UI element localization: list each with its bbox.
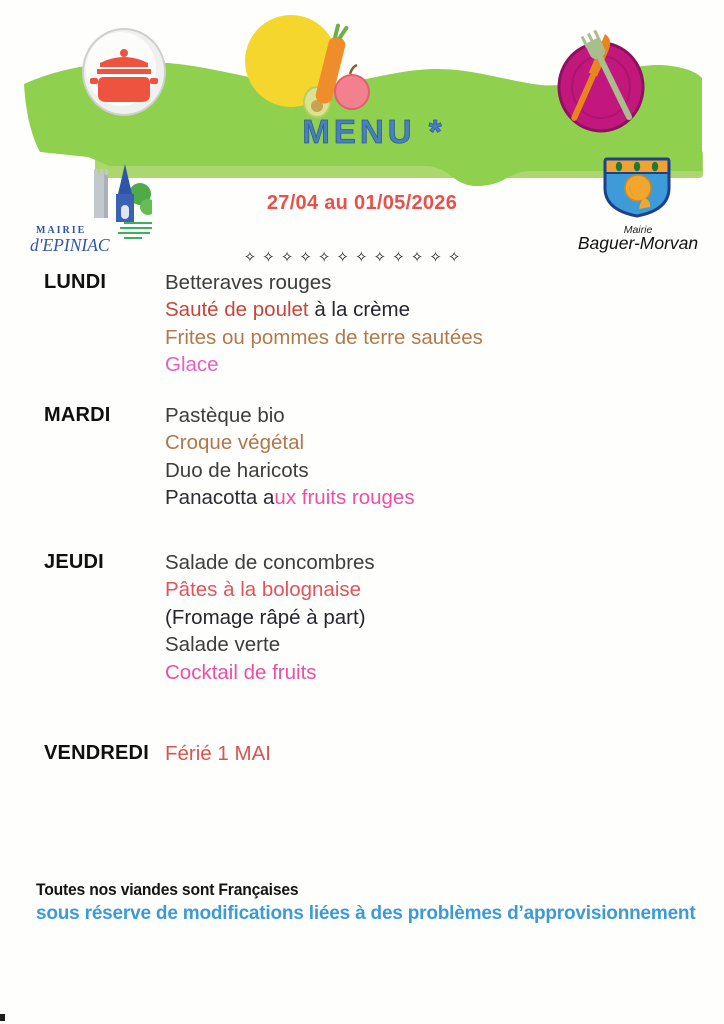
- menu-item-part: Salade verte: [165, 633, 281, 657]
- menu-item: [165, 429, 415, 456]
- page-title: MENU *: [302, 113, 446, 150]
- footer-disclaimer: sous réserve de modifications liées à des problèmes d’approvisionnement: [36, 903, 696, 924]
- menu-item-part: Férié 1 MAI: [165, 742, 271, 765]
- menu-item-part: à la crème: [308, 298, 411, 322]
- menu-item-part: Pastèque bio: [165, 404, 285, 427]
- menu-item-part: Sauté de poulet: [165, 298, 309, 322]
- footer-meat-origin: Toutes nos viandes sont Françaises: [36, 881, 299, 899]
- menu-item: [165, 631, 375, 658]
- plate-cutlery-icon: [559, 30, 643, 131]
- menu-item-part: Duo de haricots: [165, 458, 309, 482]
- menu-item: [165, 269, 483, 296]
- menu-item-part: Panacotta a: [165, 486, 275, 510]
- menu-item: [165, 659, 375, 686]
- menu-item: [165, 576, 375, 603]
- menu-item: [165, 324, 483, 351]
- menu-item-part: Croque végétal: [165, 431, 305, 455]
- menu-item: [165, 549, 375, 576]
- day-block-mardi: [0, 402, 415, 512]
- date-range: 27/04 au 01/05/2026: [266, 192, 458, 214]
- menu-item-part: Frites ou pommes de terre sautées: [165, 325, 483, 349]
- menu-item: [165, 296, 483, 323]
- right-logo-line2: Baguer-Morvan: [577, 233, 699, 253]
- day-label: MARDI: [44, 404, 111, 426]
- day-block-jeudi: [0, 549, 375, 686]
- menu-item-part: (Fromage râpé à part): [165, 605, 366, 629]
- day-items: [165, 740, 271, 767]
- menu-item: [165, 604, 375, 631]
- day-block-vendredi: [0, 740, 271, 767]
- menu-item-part: Glace: [165, 353, 219, 377]
- day-items: [165, 549, 375, 686]
- menu-item-part: Pâtes à la bolognaise: [165, 578, 362, 602]
- cooking-pot-icon: [83, 29, 165, 115]
- day-items: [165, 269, 483, 379]
- left-logo-line2: d'EPINIAC: [30, 235, 110, 255]
- menu-item-part: ux fruits rouges: [274, 486, 415, 510]
- day-block-lundi: [0, 269, 483, 379]
- menu-item: [165, 740, 271, 767]
- day-label: LUNDI: [44, 271, 107, 293]
- left-logo-line1: MAIRIE: [36, 225, 87, 236]
- day-label: VENDREDI: [44, 742, 149, 764]
- menu-item: [165, 484, 415, 511]
- menu-item-part: Betteraves rouges: [165, 271, 332, 294]
- menu-item: [165, 351, 483, 378]
- scan-artifact: [0, 1014, 5, 1021]
- right-logo-line1: Mairie: [623, 224, 653, 236]
- day-items: [165, 402, 415, 512]
- menu-item-part: Cocktail de fruits: [165, 660, 317, 684]
- diamond-divider: ✧✧✧✧✧✧✧✧✧✧✧✧: [243, 249, 467, 266]
- menu-item-part: Salade de concombres: [165, 551, 375, 574]
- menu-item: [165, 457, 415, 484]
- menu-item: [165, 402, 415, 429]
- day-label: JEUDI: [44, 551, 104, 573]
- coat-of-arms-icon: [566, 154, 711, 254]
